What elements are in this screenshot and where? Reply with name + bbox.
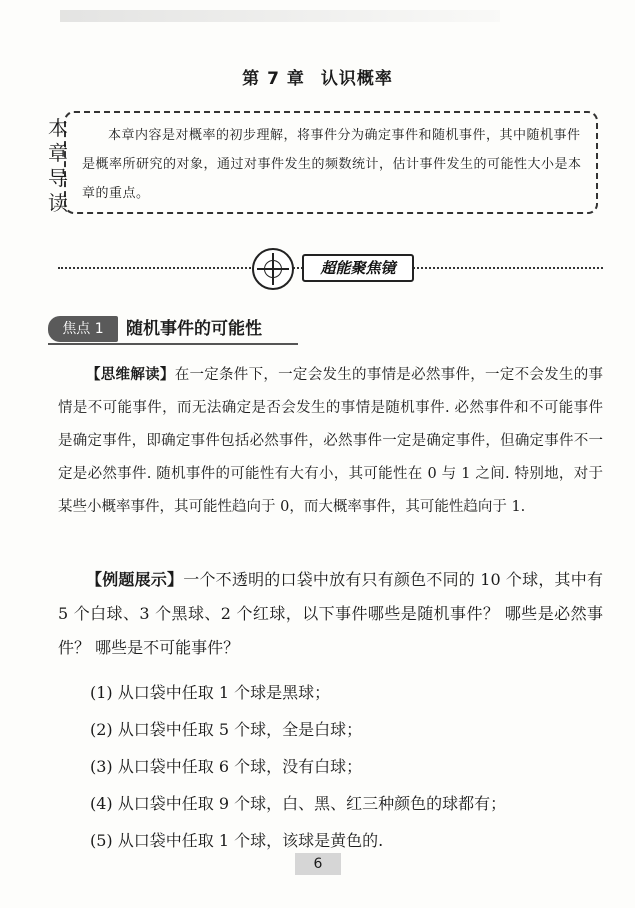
interpretation-paragraph (58, 359, 603, 524)
chapter-guide-label (44, 116, 72, 216)
example-items (90, 674, 610, 859)
chapter-title (0, 64, 635, 89)
focus-badge: 焦点 1 (48, 316, 118, 342)
guide-label-char: 读 (48, 191, 68, 215)
example-item: (1) 从口袋中任取 1 个球是黑球； (90, 683, 331, 702)
chapter-name: 认识概率 (320, 69, 393, 89)
magnifier-crosshair-icon (252, 248, 294, 290)
example-item: (2) 从口袋中任取 5 个球，全是白球； (90, 720, 363, 739)
example-text: 一个不透明的口袋中放有只有颜色不同的 10 个球，其中有 5 个白球、3 个黑球、2 个红球，以下事件哪些是随机事件？ 哪些是必然事件？ 哪些是不可能事件？ (58, 570, 603, 657)
example-item: (4) 从口袋中任取 9 个球，白、黑、红三种颜色的球都有； (90, 794, 507, 813)
example-item: (5) 从口袋中任取 1 个球，该球是黄色的. (90, 831, 384, 850)
bleed-through-header (60, 10, 500, 22)
focus-banner (244, 250, 420, 286)
page-number: 6 (295, 853, 341, 875)
guide-label-char: 导 (48, 166, 68, 190)
focus-title: 随机事件的可能性 (126, 319, 262, 339)
example-paragraph (58, 563, 603, 665)
example-lead: 【例题展示】 (86, 570, 184, 589)
chapter-number: 第 7 章 (242, 69, 305, 89)
chapter-guide-text: 本章内容是对概率的初步理解，将事件分为确定事件和随机事件，其中随机事件是概率所研究的对象，通过对事件发生的频数统计，估计事件发生的可能性大小是本章的重点。 (82, 128, 582, 201)
guide-label-char: 本 (48, 116, 68, 140)
guide-label-char: 章 (48, 141, 68, 165)
example-item: (3) 从口袋中任取 6 个球，没有白球； (90, 757, 363, 776)
interpretation-text: 在一定条件下，一定会发生的事情是必然事件，一定不会发生的事情是不可能事件，而无法确定是否会发生的事情是随机事件. 必然事件和不可能事件是确定事件，即确定事件包括必然事件，必然事件一定是确定事件，但确定事件不一定是必然事件. 随机事件的可能性有大有小，其可能性在 0 与 1 之间. 特别地，对于某些小概率事件，其可能性趋向于 0，而大概率事件，其可能性趋向于 1. (58, 367, 604, 515)
interpretation-lead: 【思维解读】 (86, 367, 175, 383)
focus-underline (48, 343, 298, 345)
focus-banner-label: 超能聚焦镜 (302, 254, 414, 282)
